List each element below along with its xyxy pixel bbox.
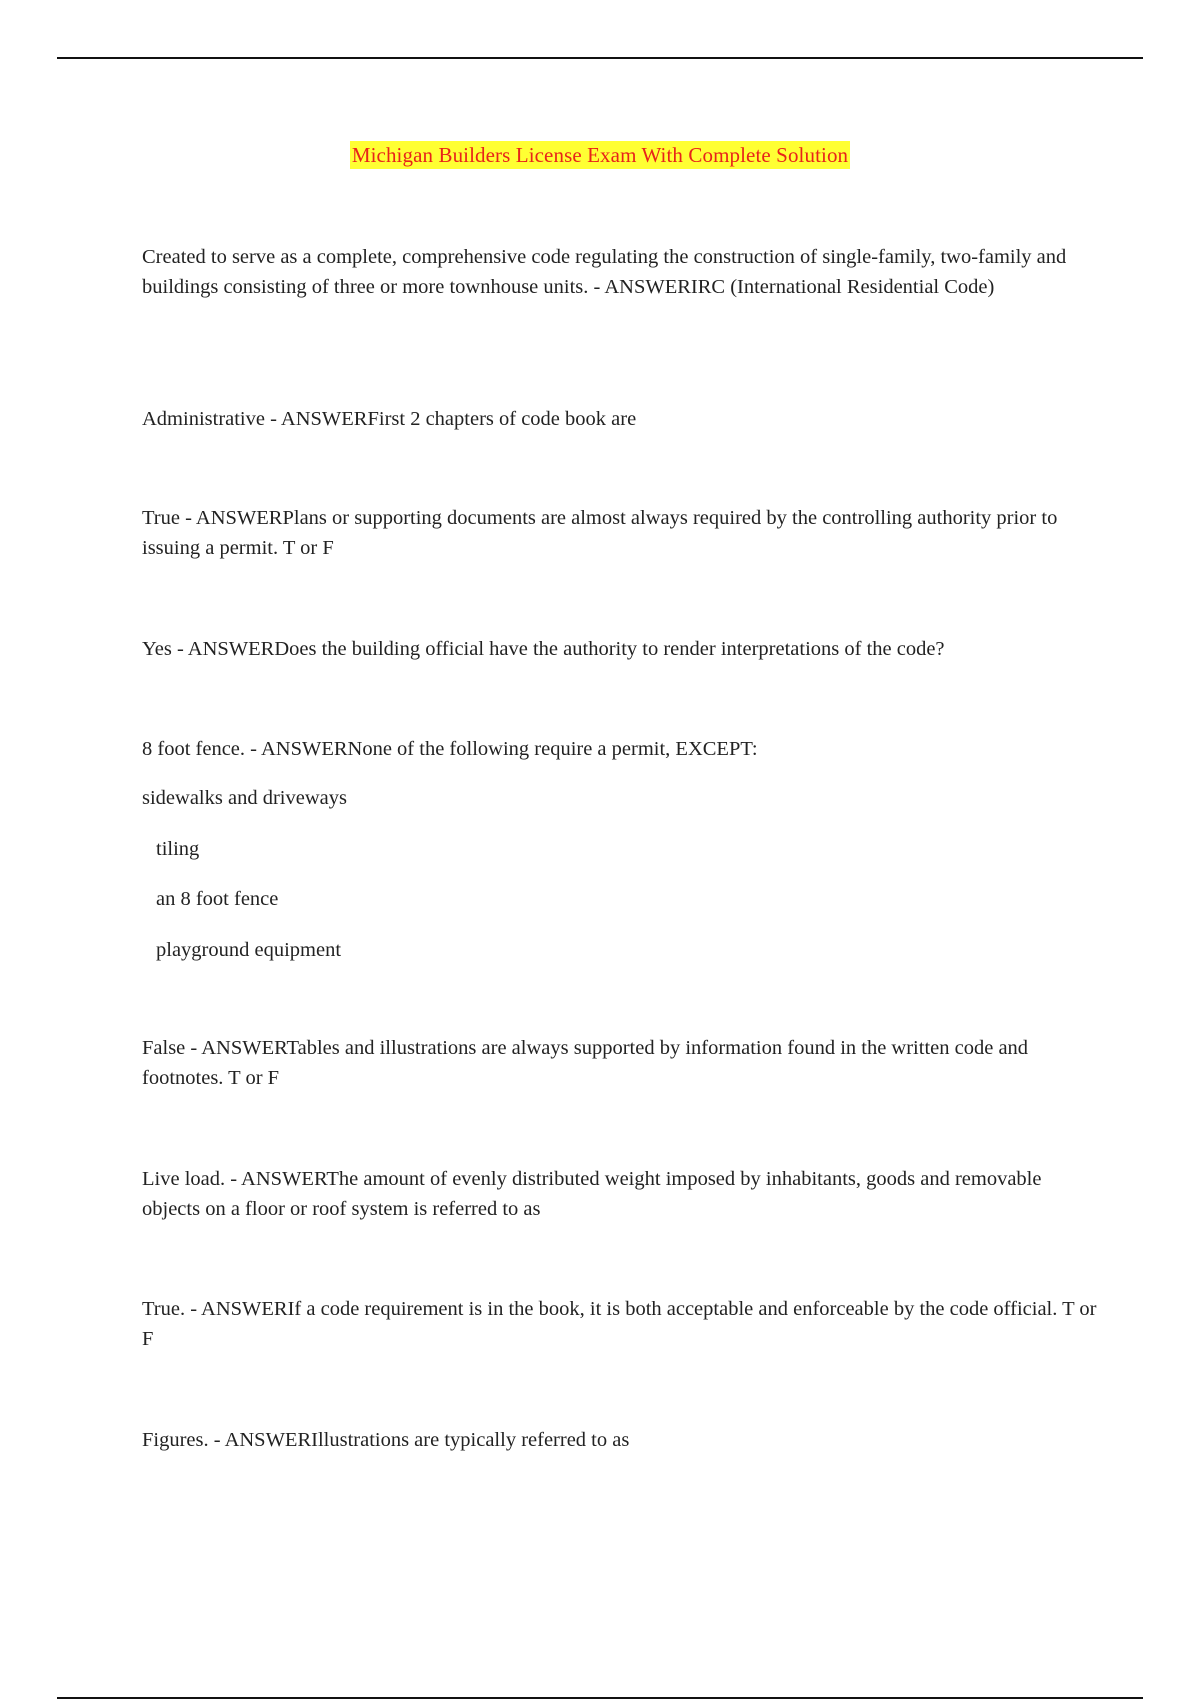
header-rule: [57, 57, 1143, 59]
qa-building-official: Yes - ANSWERDoes the building official have the authority to render interpretations of the code?: [142, 638, 945, 660]
qa-code-requirement: True. - ANSWERIf a code requirement is in the book, it is both acceptable and enforceable by the code official. T or F: [142, 1298, 1097, 1350]
qa-first-chapters: Administrative - ANSWERFirst 2 chapters of code book are: [142, 408, 637, 430]
option-playground: playground equipment: [156, 939, 342, 961]
option-tiling: tiling: [156, 838, 200, 860]
document-title: Michigan Builders License Exam With Complete Solution: [351, 143, 849, 167]
qa-tables-illustrations: False - ANSWERTables and illustrations are always supported by information found in the written code and footnotes. T or F: [142, 1037, 1029, 1089]
qa-plans-required: True - ANSWERPlans or supporting documents are almost always required by the controlling authority prior to issuing a permit. T or F: [142, 507, 1058, 559]
option-fence: an 8 foot fence: [156, 888, 279, 910]
footer-rule: [57, 1697, 1143, 1699]
qa-live-load: Live load. - ANSWERThe amount of evenly distributed weight imposed by inhabitants, goods and removable objects on a floor or roof system is referred to as: [142, 1168, 1042, 1220]
title-container: [0, 141, 1200, 169]
qa-figures: Figures. - ANSWERIllustrations are typically referred to as: [142, 1429, 630, 1451]
qa-irc-definition: Created to serve as a complete, comprehensive code regulating the construction of single-family, two-family and buildings consisting of three or more townhouse units. - ANSWERIRC (International Residential Code): [142, 246, 1067, 298]
option-sidewalks: sidewalks and driveways: [142, 787, 347, 809]
qa-permit-except: 8 foot fence. - ANSWERNone of the following require a permit, EXCEPT:: [142, 738, 758, 760]
